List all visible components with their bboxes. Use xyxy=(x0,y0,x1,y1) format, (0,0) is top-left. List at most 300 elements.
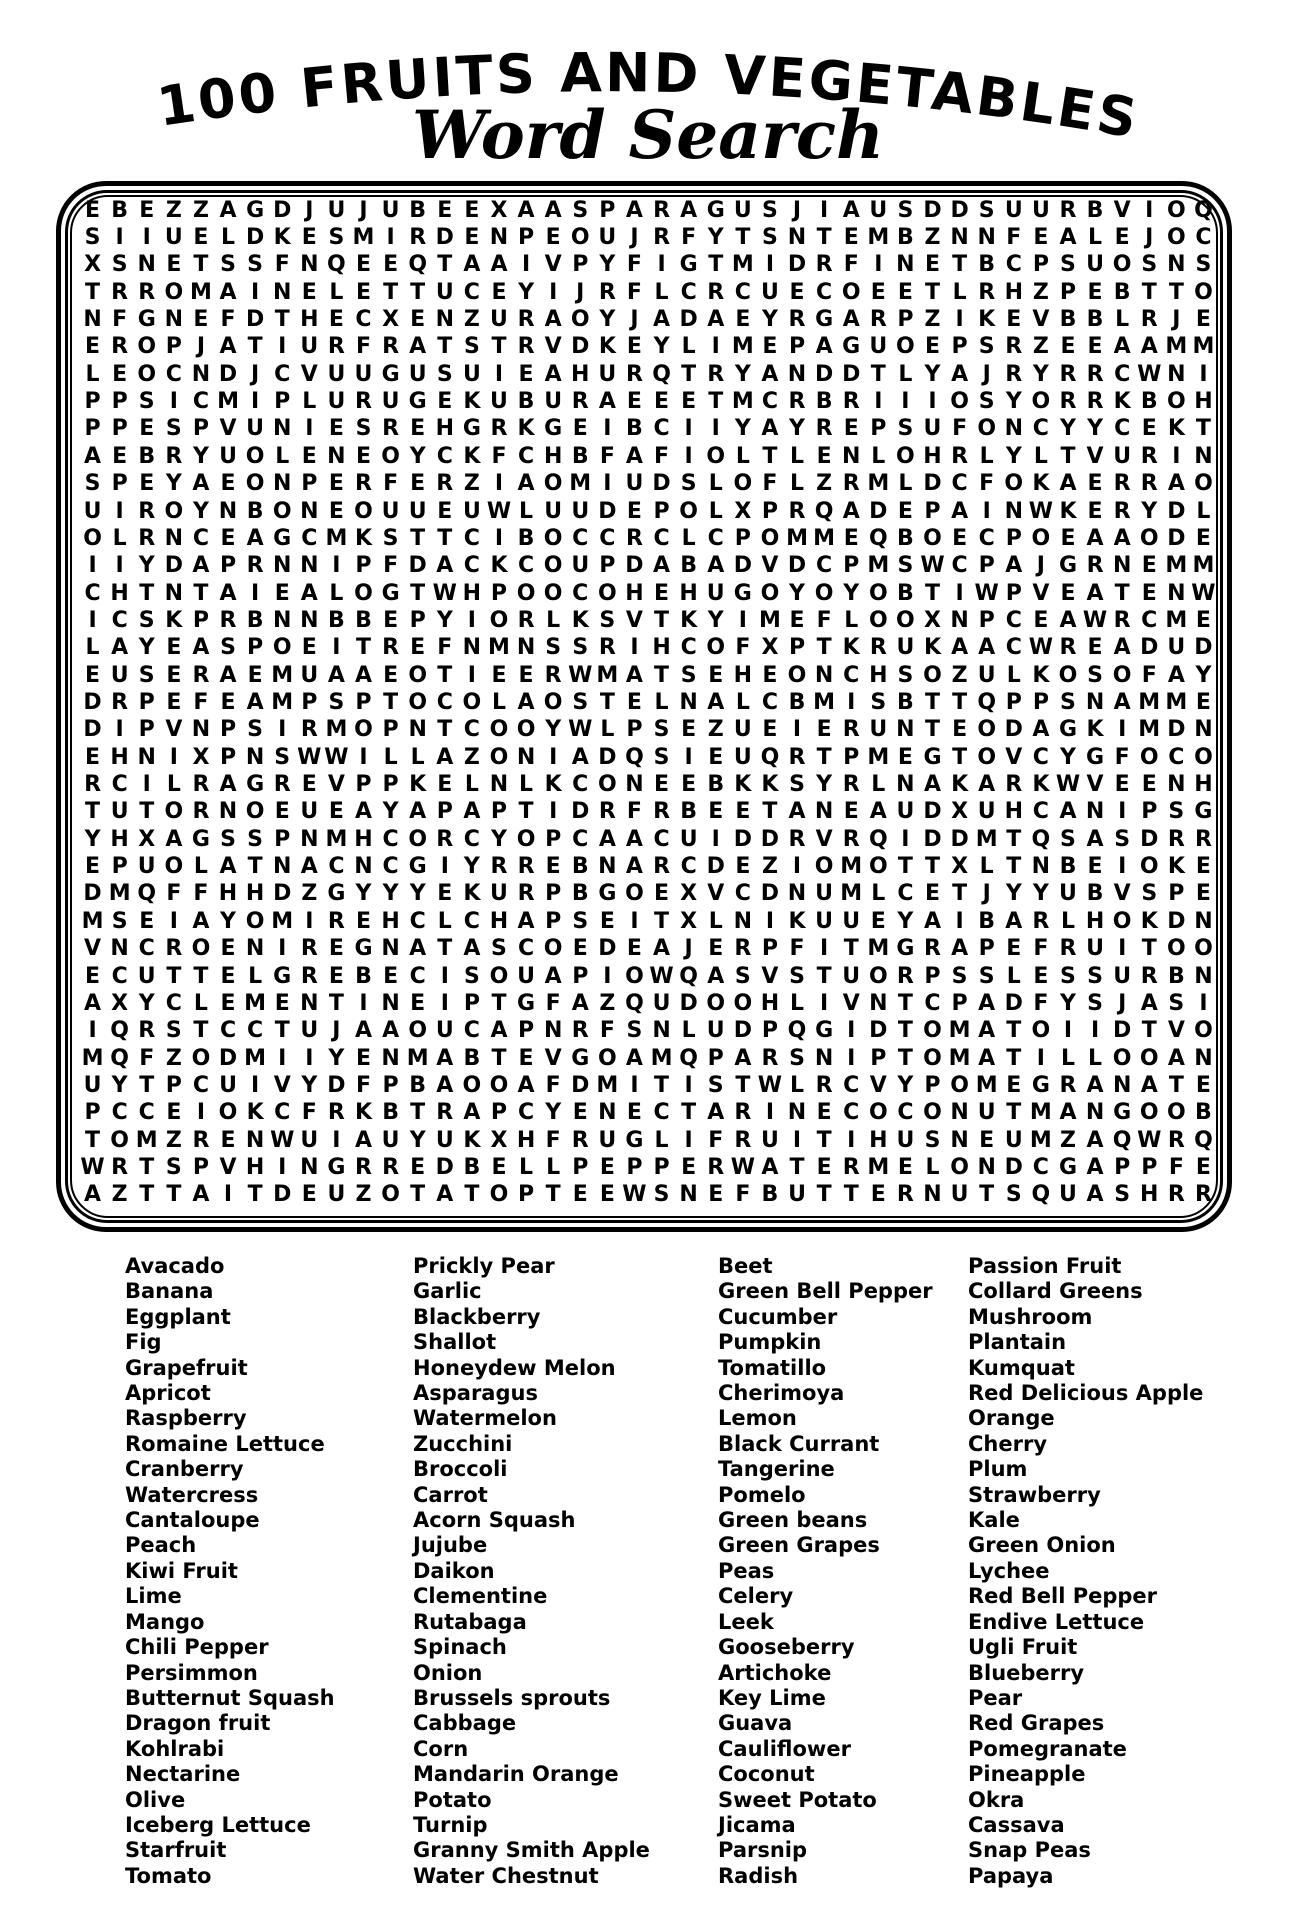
grid-letter: O xyxy=(191,936,211,962)
grid-letter: L xyxy=(1196,498,1211,524)
grid-letter: V xyxy=(1005,744,1023,770)
grid-letter: A xyxy=(192,553,210,579)
grid-letter: G xyxy=(246,197,265,223)
grid-letter: U xyxy=(462,361,481,387)
grid-letter: V xyxy=(544,334,562,360)
grid-letter: L xyxy=(410,744,425,770)
grid-letter: E xyxy=(1195,307,1211,333)
grid-letter: O xyxy=(245,443,265,469)
grid-letter: E xyxy=(410,416,426,442)
grid-letter: Y xyxy=(599,252,616,278)
grid-letter: K xyxy=(951,772,969,798)
grid-letter: R xyxy=(138,498,156,524)
grid-letter: L xyxy=(654,689,669,715)
grid-letter: N xyxy=(1167,580,1186,606)
grid-letter: G xyxy=(1194,799,1213,825)
grid-letter: C xyxy=(328,854,345,880)
grid-letter: E xyxy=(274,990,290,1016)
grid-letter: T xyxy=(518,799,534,825)
grid-letter: N xyxy=(164,525,184,551)
grid-letter: A xyxy=(219,279,237,305)
grid-letter: T xyxy=(464,1182,480,1208)
grid-letter: G xyxy=(706,197,725,223)
grid-letter: T xyxy=(762,443,778,469)
grid-letter: D xyxy=(327,1072,346,1098)
grid-letter: U xyxy=(1004,197,1023,223)
grid-letter: T xyxy=(654,1072,670,1098)
grid-letter: Z xyxy=(301,881,318,907)
grid-letter: Z xyxy=(761,854,778,880)
grid-letter: M xyxy=(786,525,808,551)
grid-letter: U xyxy=(490,389,508,415)
grid-letter: O xyxy=(733,471,753,497)
grid-letter: G xyxy=(327,1154,346,1180)
grid-letter: Z xyxy=(1059,1127,1076,1153)
grid-letter: O xyxy=(896,607,915,633)
grid-letter: T xyxy=(924,717,940,743)
grid-letter: I xyxy=(1090,1018,1100,1044)
grid-letter: U xyxy=(381,1127,400,1153)
grid-letter: I xyxy=(332,1127,341,1153)
grid-letter: P xyxy=(1114,1154,1131,1180)
grid-letter: E xyxy=(355,252,371,278)
grid-letter: T xyxy=(1006,854,1022,880)
grid-letter: P xyxy=(355,689,372,715)
grid-letter: Z xyxy=(463,471,480,497)
word-list-item: Mandarin Orange xyxy=(413,1762,619,1787)
grid-letter: E xyxy=(328,799,344,825)
grid-letter: U xyxy=(842,963,861,989)
grid-letter: O xyxy=(923,525,942,551)
grid-letter: S xyxy=(247,826,264,852)
grid-letter: O xyxy=(543,525,563,551)
grid-letter: N xyxy=(1112,1072,1132,1098)
word-list-item: Eggplant xyxy=(125,1304,231,1329)
grid-letter: R xyxy=(1113,471,1131,497)
grid-letter: O xyxy=(191,1045,211,1071)
grid-letter: P xyxy=(274,389,291,415)
grid-letter: A xyxy=(354,1127,372,1153)
grid-letter: W xyxy=(730,1154,755,1180)
grid-letter: Q xyxy=(652,361,671,387)
grid-letter: U xyxy=(219,1072,237,1098)
grid-letter: Y xyxy=(1032,361,1049,387)
grid-letter: H xyxy=(679,580,698,606)
grid-letter: E xyxy=(708,744,724,770)
grid-letter: N xyxy=(733,908,753,934)
word-list-item: Watermelon xyxy=(413,1406,557,1431)
grid-letter: F xyxy=(139,1045,155,1071)
grid-letter: P xyxy=(1141,1154,1158,1180)
word-list-item: Kiwi Fruit xyxy=(125,1558,238,1583)
grid-letter: N xyxy=(598,854,617,880)
grid-letter: P xyxy=(978,607,995,633)
grid-letter: M xyxy=(948,1045,971,1071)
grid-letter: S xyxy=(84,471,101,497)
grid-letter: W xyxy=(324,744,349,770)
grid-letter: P xyxy=(924,498,941,524)
grid-letter: C xyxy=(463,525,480,551)
grid-letter: U xyxy=(381,197,400,223)
grid-letter: C xyxy=(382,826,399,852)
grid-letter: F xyxy=(735,1182,751,1208)
grid-letter: S xyxy=(1168,990,1185,1016)
grid-letter: N xyxy=(516,744,536,770)
grid-letter: U xyxy=(327,197,346,223)
grid-letter: R xyxy=(517,307,535,333)
grid-letter: E xyxy=(220,689,236,715)
word-list-item: Okra xyxy=(968,1787,1025,1812)
grid-letter: O xyxy=(868,580,888,606)
grid-letter: T xyxy=(654,908,670,934)
grid-letter: A xyxy=(354,799,372,825)
grid-letter: A xyxy=(409,334,427,360)
grid-letter: N xyxy=(950,607,969,633)
grid-letter: R xyxy=(111,279,129,305)
grid-letter: O xyxy=(1139,525,1159,551)
word-list-item: Peach xyxy=(125,1533,197,1558)
grid-letter: E xyxy=(464,225,480,251)
grid-letter: E xyxy=(816,717,832,743)
grid-letter: D xyxy=(571,334,590,360)
grid-letter: U xyxy=(300,662,319,688)
grid-letter: J xyxy=(359,197,368,223)
grid-letter: U xyxy=(435,279,454,305)
grid-letter: C xyxy=(734,881,751,907)
grid-letter: E xyxy=(708,799,724,825)
word-list-item: Green Onion xyxy=(968,1533,1116,1558)
grid-letter: L xyxy=(979,443,994,469)
grid-letter: K xyxy=(409,772,427,798)
grid-letter: F xyxy=(626,279,642,305)
grid-letter: I xyxy=(115,553,124,579)
grid-letter: G xyxy=(327,881,346,907)
grid-letter: S xyxy=(626,1018,643,1044)
word-list-item: Plantain xyxy=(968,1330,1067,1355)
grid-letter: C xyxy=(1141,607,1158,633)
grid-letter: F xyxy=(545,1127,561,1153)
grid-letter: M xyxy=(217,389,239,415)
grid-letter: R xyxy=(382,334,400,360)
grid-letter: L xyxy=(600,717,615,743)
grid-letter: T xyxy=(410,525,426,551)
grid-letter: P xyxy=(111,389,128,415)
grid-letter: I xyxy=(630,1072,639,1098)
grid-letter: T xyxy=(1195,416,1211,442)
grid-letter: D xyxy=(1194,635,1213,661)
word-list-item: Peas xyxy=(718,1558,775,1583)
grid-letter: D xyxy=(787,252,807,278)
grid-letter: U xyxy=(706,1018,725,1044)
grid-letter: E xyxy=(437,197,453,223)
word-list-item: Cauliflower xyxy=(718,1736,851,1761)
grid-letter: S xyxy=(1087,662,1103,688)
grid-letter: K xyxy=(788,908,806,934)
grid-letter: R xyxy=(1167,1127,1185,1153)
grid-letter: T xyxy=(816,744,832,770)
grid-letter: R xyxy=(951,443,969,469)
grid-letter: E xyxy=(410,990,426,1016)
grid-letter: A xyxy=(842,498,860,524)
grid-letter: B xyxy=(1113,279,1131,305)
grid-letter: C xyxy=(572,580,589,606)
grid-letter: N xyxy=(191,361,211,387)
grid-letter: B xyxy=(815,389,833,415)
grid-letter: D xyxy=(408,553,427,579)
grid-letter: U xyxy=(544,389,563,415)
grid-letter: O xyxy=(245,799,265,825)
grid-letter: A xyxy=(1086,1127,1104,1153)
grid-letter: Q xyxy=(110,1018,129,1044)
word-list-item: Potato xyxy=(413,1787,492,1812)
grid-letter: N xyxy=(381,936,400,962)
grid-letter: J xyxy=(251,361,260,387)
grid-letter: S xyxy=(572,635,589,661)
grid-letter: J xyxy=(1145,225,1154,251)
grid-letter: P xyxy=(1005,525,1022,551)
grid-letter: V xyxy=(1086,443,1104,469)
word-list-item: Green Grapes xyxy=(718,1533,880,1558)
grid-letter: A xyxy=(84,443,102,469)
grid-letter: S xyxy=(138,389,155,415)
grid-letter: G xyxy=(1058,1154,1077,1180)
grid-letter: U xyxy=(652,990,671,1016)
grid-letter: A xyxy=(1140,334,1158,360)
grid-letter: L xyxy=(329,580,344,606)
grid-letter: T xyxy=(897,854,913,880)
grid-letter: L xyxy=(654,279,669,305)
grid-letter: Z xyxy=(599,990,616,1016)
grid-letter: H xyxy=(652,635,671,661)
grid-letter: H xyxy=(110,580,129,606)
grid-letter: R xyxy=(382,1154,400,1180)
grid-letter: N xyxy=(300,498,319,524)
grid-letter: R xyxy=(300,963,318,989)
grid-letter: M xyxy=(135,1127,158,1153)
grid-letter: O xyxy=(110,1127,129,1153)
grid-letter: E xyxy=(383,252,399,278)
grid-letter: A xyxy=(761,361,779,387)
grid-letter: B xyxy=(680,553,698,579)
grid-letter: R xyxy=(517,607,535,633)
grid-letter: J xyxy=(982,881,991,907)
grid-letter: R xyxy=(598,799,616,825)
grid-letter: W xyxy=(649,963,674,989)
grid-letter: W xyxy=(568,717,593,743)
grid-letter: P xyxy=(1005,689,1022,715)
word-list-item: Cassava xyxy=(968,1812,1065,1837)
grid-letter: D xyxy=(679,990,698,1016)
grid-letter: C xyxy=(436,443,453,469)
grid-letter: J xyxy=(982,361,991,387)
grid-letter: N xyxy=(164,580,184,606)
grid-letter: S xyxy=(761,197,778,223)
grid-letter: C xyxy=(463,908,480,934)
grid-letter: C xyxy=(409,963,426,989)
grid-letter: C xyxy=(355,307,372,333)
grid-letter: L xyxy=(871,443,886,469)
word-list-item: Ugli Fruit xyxy=(968,1635,1078,1660)
grid-letter: N xyxy=(1167,772,1186,798)
grid-letter: M xyxy=(406,1045,429,1071)
word-list-item: Butternut Squash xyxy=(125,1685,335,1710)
grid-letter: L xyxy=(329,279,344,305)
grid-letter: D xyxy=(598,498,617,524)
grid-letter: S xyxy=(545,635,562,661)
grid-letter: E xyxy=(193,307,209,333)
grid-letter: O xyxy=(381,1182,400,1208)
grid-letter: T xyxy=(193,1018,209,1044)
word-list-item: Water Chestnut xyxy=(413,1863,599,1888)
grid-letter: Y xyxy=(111,1072,128,1098)
grid-letter: Y xyxy=(545,717,562,743)
grid-letter: A xyxy=(978,635,996,661)
grid-letter: A xyxy=(436,1072,454,1098)
grid-letter: H xyxy=(462,580,482,606)
grid-letter: A xyxy=(571,990,589,1016)
grid-letter: C xyxy=(761,389,778,415)
grid-letter: N xyxy=(191,717,211,743)
grid-letter: T xyxy=(247,334,263,360)
grid-letter: T xyxy=(870,361,886,387)
grid-letter: S xyxy=(978,334,995,360)
grid-letter: N xyxy=(598,1100,617,1126)
grid-letter: T xyxy=(410,279,426,305)
grid-letter: X xyxy=(951,854,969,880)
grid-letter: Z xyxy=(463,744,480,770)
grid-letter: D xyxy=(1004,1154,1023,1180)
word-list-item: Green Bell Pepper xyxy=(718,1279,933,1304)
grid-letter: A xyxy=(463,936,481,962)
grid-letter: Y xyxy=(1060,416,1076,442)
grid-letter: M xyxy=(867,225,890,251)
grid-letter: D xyxy=(1140,826,1159,852)
grid-letter: R xyxy=(138,525,156,551)
grid-letter: M xyxy=(1029,1100,1052,1126)
grid-letter: M xyxy=(813,689,836,715)
grid-letter: G xyxy=(923,744,942,770)
grid-letter: D xyxy=(814,361,834,387)
grid-letter: T xyxy=(193,252,209,278)
grid-letter: P xyxy=(761,936,778,962)
grid-letter: T xyxy=(85,279,101,305)
grid-letter: Z xyxy=(924,225,941,251)
grid-letter: E xyxy=(1195,881,1211,907)
grid-letter: U xyxy=(327,389,346,415)
grid-letter: O xyxy=(489,744,509,770)
grid-letter: T xyxy=(843,1182,859,1208)
grid-letter: T xyxy=(924,689,940,715)
grid-letter: E xyxy=(1087,635,1103,661)
grid-letter: N xyxy=(300,1154,319,1180)
grid-letter: U xyxy=(1086,252,1104,278)
grid-letter: O xyxy=(543,471,563,497)
grid-letter: Z xyxy=(707,717,724,743)
grid-letter: E xyxy=(274,799,290,825)
grid-letter: X xyxy=(84,252,102,278)
grid-letter: A xyxy=(625,854,643,880)
grid-letter: K xyxy=(1032,471,1050,497)
grid-letter: G xyxy=(246,772,265,798)
word-list-item: Radish xyxy=(718,1863,799,1888)
grid-letter: N xyxy=(896,717,915,743)
grid-letter: M xyxy=(731,389,754,415)
grid-letter: R xyxy=(409,225,427,251)
grid-letter: B xyxy=(1086,881,1104,907)
grid-letter: E xyxy=(1060,580,1076,606)
grid-letter: F xyxy=(1033,936,1049,962)
grid-letter: M xyxy=(108,881,131,907)
grid-letter: T xyxy=(816,1127,832,1153)
grid-letter: R xyxy=(517,881,535,907)
grid-letter: L xyxy=(112,525,127,551)
grid-letter: A xyxy=(625,826,643,852)
word-list-column-3 xyxy=(718,1254,933,1889)
grid-letter: R xyxy=(111,334,129,360)
grid-letter: K xyxy=(978,307,996,333)
grid-letter: O xyxy=(1139,854,1159,880)
grid-letter: Y xyxy=(165,471,182,497)
word-list-item: Honeydew Melon xyxy=(413,1355,616,1380)
grid-letter: R xyxy=(788,389,806,415)
grid-letter: H xyxy=(110,826,129,852)
grid-letter: E xyxy=(491,1154,507,1180)
grid-letter: D xyxy=(245,225,265,251)
grid-letter: C xyxy=(897,1100,914,1126)
grid-letter: T xyxy=(193,963,209,989)
grid-letter: O xyxy=(841,279,861,305)
word-list-item: Chili Pepper xyxy=(125,1635,269,1660)
grid-letter: R xyxy=(355,1154,372,1180)
grid-letter: K xyxy=(1167,854,1185,880)
grid-letter: G xyxy=(381,361,400,387)
grid-letter: R xyxy=(653,197,671,223)
grid-letter: P xyxy=(653,498,670,524)
grid-letter: O xyxy=(408,826,428,852)
grid-letter: R xyxy=(788,826,806,852)
grid-letter: M xyxy=(840,854,863,880)
grid-letter: A xyxy=(625,1045,643,1071)
word-list-item: Broccoli xyxy=(413,1457,508,1482)
grid-letter: I xyxy=(874,389,883,415)
grid-letter: U xyxy=(815,881,834,907)
word-list-item: Banana xyxy=(125,1279,214,1304)
grid-letter: N xyxy=(435,307,454,333)
grid-letter: P xyxy=(355,553,372,579)
grid-letter: L xyxy=(1088,1045,1103,1071)
grid-letter: M xyxy=(325,717,348,743)
word-list-column-1 xyxy=(125,1254,335,1889)
grid-letter: X xyxy=(680,908,698,934)
word-list-item: Rutabaga xyxy=(413,1609,527,1634)
grid-letter: Y xyxy=(599,307,616,333)
grid-letter: Z xyxy=(111,1182,128,1208)
grid-letter: N xyxy=(272,416,292,442)
grid-letter: P xyxy=(84,416,101,442)
word-list-item: Sweet Potato xyxy=(718,1787,877,1812)
grid-letter: K xyxy=(842,635,860,661)
grid-letter: U xyxy=(1113,443,1132,469)
grid-letter: N xyxy=(814,799,834,825)
grid-letter: A xyxy=(463,252,481,278)
word-list-item: Apricot xyxy=(125,1381,211,1406)
grid-letter: U xyxy=(571,553,590,579)
grid-letter: B xyxy=(978,252,996,278)
grid-letter: A xyxy=(869,799,887,825)
grid-letter: Y xyxy=(463,854,480,880)
grid-letter: L xyxy=(1033,443,1048,469)
grid-letter: E xyxy=(247,662,263,688)
